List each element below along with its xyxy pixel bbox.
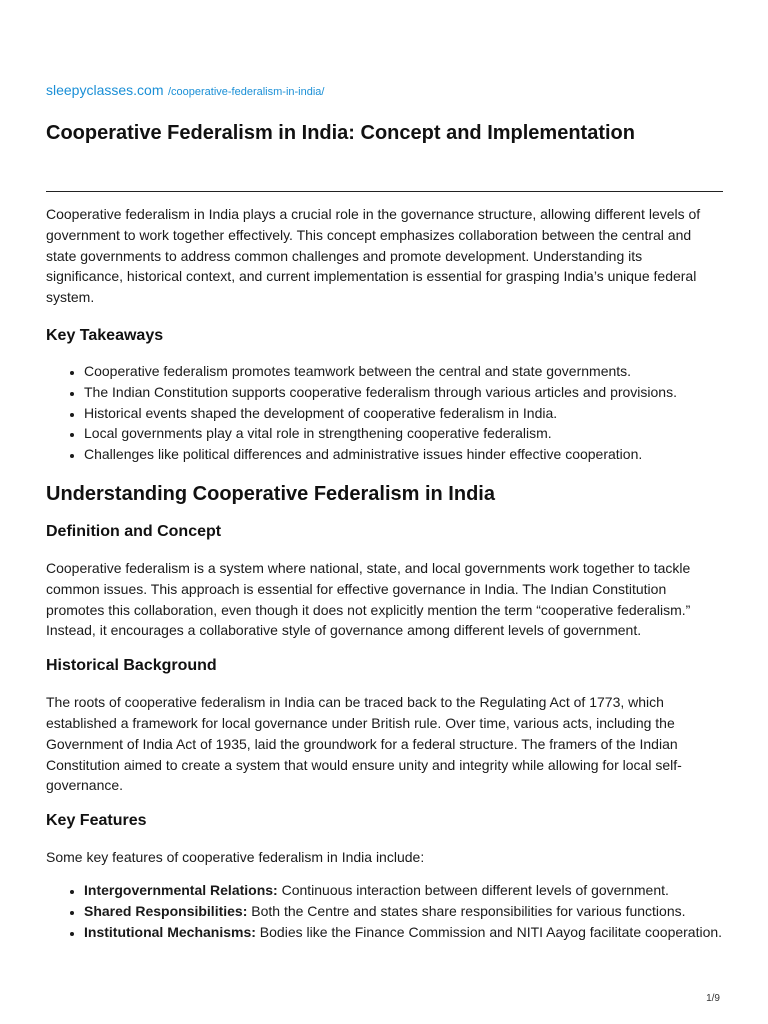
feature-term: Shared Responsibilities: xyxy=(84,902,248,919)
title-divider xyxy=(46,191,723,192)
source-path-link[interactable]: /cooperative-federalism-in-india/ xyxy=(167,86,325,98)
list-item: • Cooperative federalism promotes teamwork between the central and state governments. xyxy=(84,361,723,382)
feature-term: Intergovernmental Relations: xyxy=(84,881,278,898)
intro-paragraph: Cooperative federalism in India plays a crucial role in the governance structure, allowing different levels of government to work together effectively. This concept emphasizes collaboration between the central and state governments to address common challenges and promote development. Understanding its significance, historical context, and current implementation is essential for grasping India’s unique federal system. xyxy=(46,206,701,306)
definition-heading: Definition and Concept xyxy=(46,522,222,540)
list-item: • Challenges like political differences and administrative issues hinder effective cooperation. xyxy=(84,444,723,465)
section-heading: Understanding Cooperative Federalism in India xyxy=(46,482,495,505)
source-domain-link[interactable]: sleepyclasses.com xyxy=(46,82,164,98)
key-takeaways-heading: Key Takeaways xyxy=(46,326,164,344)
page-number: 1/9 xyxy=(706,993,720,1004)
feature-term: Institutional Mechanisms: xyxy=(84,923,256,940)
list-item xyxy=(84,880,723,901)
source-url[interactable] xyxy=(46,82,324,100)
history-heading: Historical Background xyxy=(46,657,217,675)
feature-desc: Both the Centre and states share responsibilities for various functions. xyxy=(247,902,686,919)
feature-desc: Continuous interaction between different levels of government. xyxy=(277,881,669,898)
history-paragraph: The roots of cooperative federalism in India can be traced back to the Regulating Act of 1773, which established a framework for local governance under British rule. Over time, various acts, including the Government of India Act of 1935, laid the groundwork for a federal structure. The framers of the Indian Constitution aimed to create a system that would ensure unity and integrity while allowing for local self-governance. xyxy=(46,694,682,794)
list-item: • Historical events shaped the development of cooperative federalism in India. xyxy=(84,403,723,424)
definition-paragraph: Cooperative federalism is a system where national, state, and local governments work together to tackle common issues. This approach is essential for effective governance in India. The Indian Constitution promotes this collaboration, even though it does not explicitly mention the term “cooperative federalism.” Instead, it encourages a collaborative style of governance among different levels of government. xyxy=(46,559,691,639)
features-list xyxy=(46,880,723,942)
page-title: Cooperative Federalism in India: Concept and Implementation xyxy=(46,122,635,144)
feature-desc: Bodies like the Finance Commission and NITI Aayog facilitate cooperation. xyxy=(255,923,723,940)
list-item: • Local governments play a vital role in strengthening cooperative federalism. xyxy=(84,423,723,444)
article-body xyxy=(46,204,723,942)
list-item xyxy=(84,901,723,922)
list-item: • The Indian Constitution supports cooperative federalism through various articles and provisions. xyxy=(84,382,723,403)
features-heading: Key Features xyxy=(46,812,147,830)
features-intro: Some key features of cooperative federalism in India include: xyxy=(46,849,425,866)
list-item xyxy=(84,922,723,943)
key-takeaways-list xyxy=(46,361,723,465)
